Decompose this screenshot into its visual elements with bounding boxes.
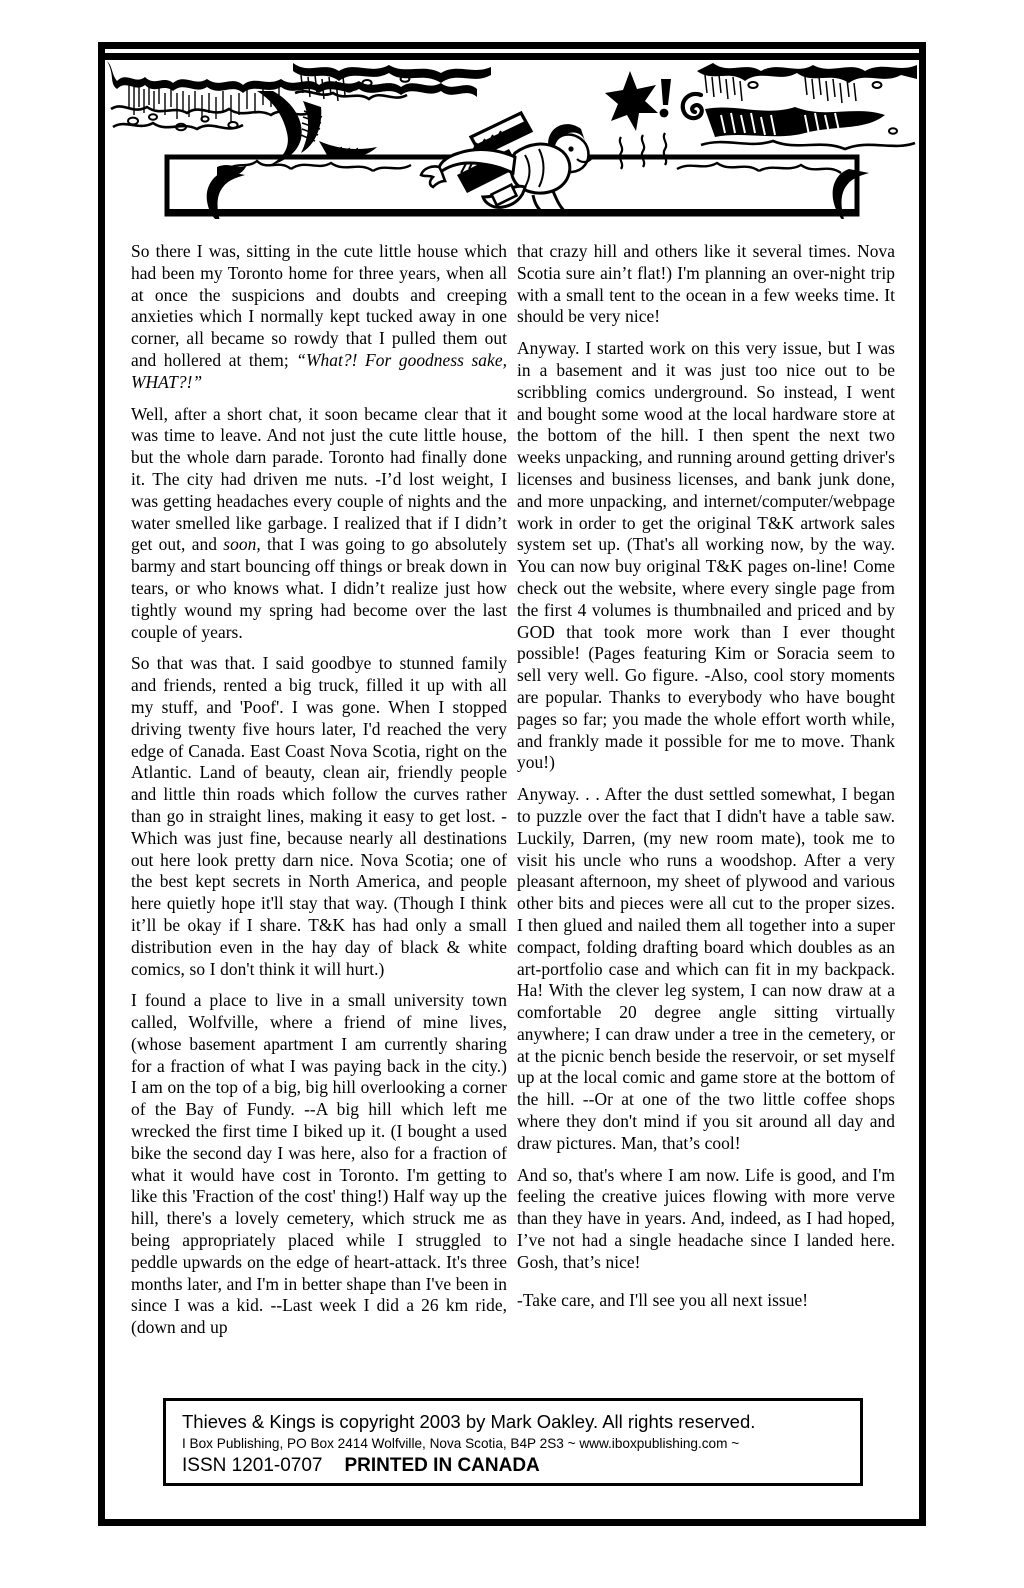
publisher-line: I Box Publishing, PO Box 2414 Wolfville, Nova Scotia, B4P 2S3 ~ www.iboxpublishing.com ~: [182, 1436, 740, 1451]
paragraph-9-run-1: -Take care, and I'll see you all next issue!: [517, 1289, 809, 1310]
paragraph-2-run-3: that I was going to go absolutely barmy and start bouncing off things or break down in tears, or who knows what. I didn’t realize just how tightly wound my spring had become over the last couple of years.: [131, 534, 507, 642]
copyright-line: Thieves & Kings is copyright 2003 by Mark Oakley. All rights reserved.: [182, 1411, 756, 1432]
paragraph-8-run-1: And so, that's where I am now. Life is good, and I'm feeling the creative juices flowing with more verve than they have in years. And, indeed, as I had hoped, I’ve not had a single headache since I landed here. Gosh, that’s nice!: [517, 1164, 895, 1272]
paragraph-1-run-1: So there I was, sitting in the cute little house which had been my Toronto home for three years, when all at once the suspicions and doubts and creeping anxieties which I normally kept tucked away in one corner, all became so rowdy that I pulled them out and hollered at them;: [131, 241, 507, 370]
page-frame: [98, 42, 926, 1526]
paragraph-5: [517, 241, 895, 328]
paragraph-2: [131, 404, 507, 644]
paragraph-6-run-1: Anyway. I started work on this very issue, but I was in a basement and it was just too nice out to be scribbling comics underground. So instead, I went and bought some wood at the local hardware store at the bottom of the hill. I then spent the next two weeks unpacking, and running around getting driver's licenses and business licenses, and bank junk done, and more unpacking, and internet/computer/webpage work in order to get the original T&K artwork sales system set up. (That's all working now, by the way. You can now buy original T&K pages on-line! Come check out the website, where every single page from the first 4 volumes is thumbnailed and priced and by GOD that took more work than I ever thought possible! (Pages featuring Kim or Soracia seem to sell very well. Go figure. -Also, cool story moments are popular. Thanks to everybody who have bought pages so far; you made the whole effort worth while, and frankly made it possible for me to move. Thank you!): [517, 338, 895, 773]
paragraph-3: [131, 653, 507, 980]
paragraph-5-run-1: that crazy hill and others like it several times. Nova Scotia sure ain’t flat!) I'm planning an over-night trip with a small tent to the ocean in a few weeks time. It should be very nice!: [517, 241, 895, 327]
paragraph-6: [517, 338, 895, 774]
eye: [568, 146, 573, 151]
banner-artwork: [105, 49, 919, 219]
paragraph-2-run-1: Well, after a short chat, it soon became clear that it was time to leave. And not just the cute little house, but the whole darn parade. Toronto had finally done it. The city had driven me nuts. -I’d lost weight, I was getting headaches every couple of nights and the water smelled like garbage. I realized that if I didn’t get out, and: [131, 403, 507, 555]
paragraph-8: [517, 1165, 895, 1274]
paragraph-1-run-2-italic: “What?! For goodness sake, WHAT?!”: [131, 349, 507, 392]
issn-printed-line: [182, 1454, 860, 1478]
illustration-banner: [105, 49, 919, 219]
issn-value: ISSN 1201-0707: [182, 1455, 323, 1476]
paragraph-7-run-1: Anyway. . . After the dust settled somewhat, I began to puzzle over the fact that I didn't have a table saw. Luckily, Darren, (my new room mate), took me to visit his uncle who runs a woodshop. After a very pleasant afternoon, my sheet of plywood and various other bits and pieces were all cut to the proper sizes. I then glued and nailed them all together into a super compact, folding drafting board which doubles as an art-portfolio case and which can fit in my backpack. Ha! With the clever leg system, I can now draw at a comfortable 20 degree angle sitting virtually anywhere; I can draw under a tree in the cemetery, or at the picnic bench beside the reservoir, or set myself up at the local comic and game store at the bottom of the hill. --Or at one of the two little coffee shops where they don't mind if you sit around all day and draw pictures. Man, that’s cool!: [517, 784, 895, 1153]
text-column-right: [517, 241, 895, 1311]
paragraph-3-run-1: So that was that. I said goodbye to stunned family and friends, rented a big truck, filled it up with all my stuff, and 'Poof'. I was gone. When I stopped driving twenty five hours later, I'd reached the very edge of Canada. East Coast Nova Scotia, right on the Atlantic. Land of beauty, clean air, friendly people and little thin roads which follow the curves rather than go in straight lines, making it easy to get lost. -Which was just fine, because nearly all destinations out here look pretty darn nice. Nova Scotia; one of the best kept secrets in North America, and people here quietly hope it'll stay that way. (Though I think it’ll be okay if I share. T&K has had only a small distribution even in the hay day of black & white comics, so I don't think it will hurt.): [131, 653, 507, 979]
paragraph-9-signoff: [517, 1290, 895, 1312]
paragraph-1: [131, 241, 507, 394]
paragraph-4-run-1: I found a place to live in a small university town called, Wolfville, where a friend of mine lives, (whose basement apartment I am currently sharing for a fraction of what I was paying back in the city.) I am on the top of a big, big hill overlooking a corner of the Bay of Fundy. --A big hill which left me wrecked the first time I biked up it. (I bought a used bike the second day I was here, also for a fraction of what it would have cost in Toronto. I'm getting to like this 'Fraction of the cost' thing!) Half way up the hill, there's a lovely cemetery, which struck me as being appropriately placed while I struggled to peddle upwards on the edge of heart-attack. It's three months later, and I'm in better shape than I've been in since I was a kid. --Last week I did a 26 km ride, (down and up: [131, 990, 507, 1338]
copyright-box: [163, 1398, 863, 1486]
paragraph-7: [517, 784, 895, 1155]
paragraph-4: [131, 990, 507, 1339]
text-column-left: [131, 241, 507, 1339]
paragraph-2-run-2-italic: soon,: [223, 534, 261, 555]
printed-in-canada-label: PRINTED IN CANADA: [344, 1455, 540, 1476]
